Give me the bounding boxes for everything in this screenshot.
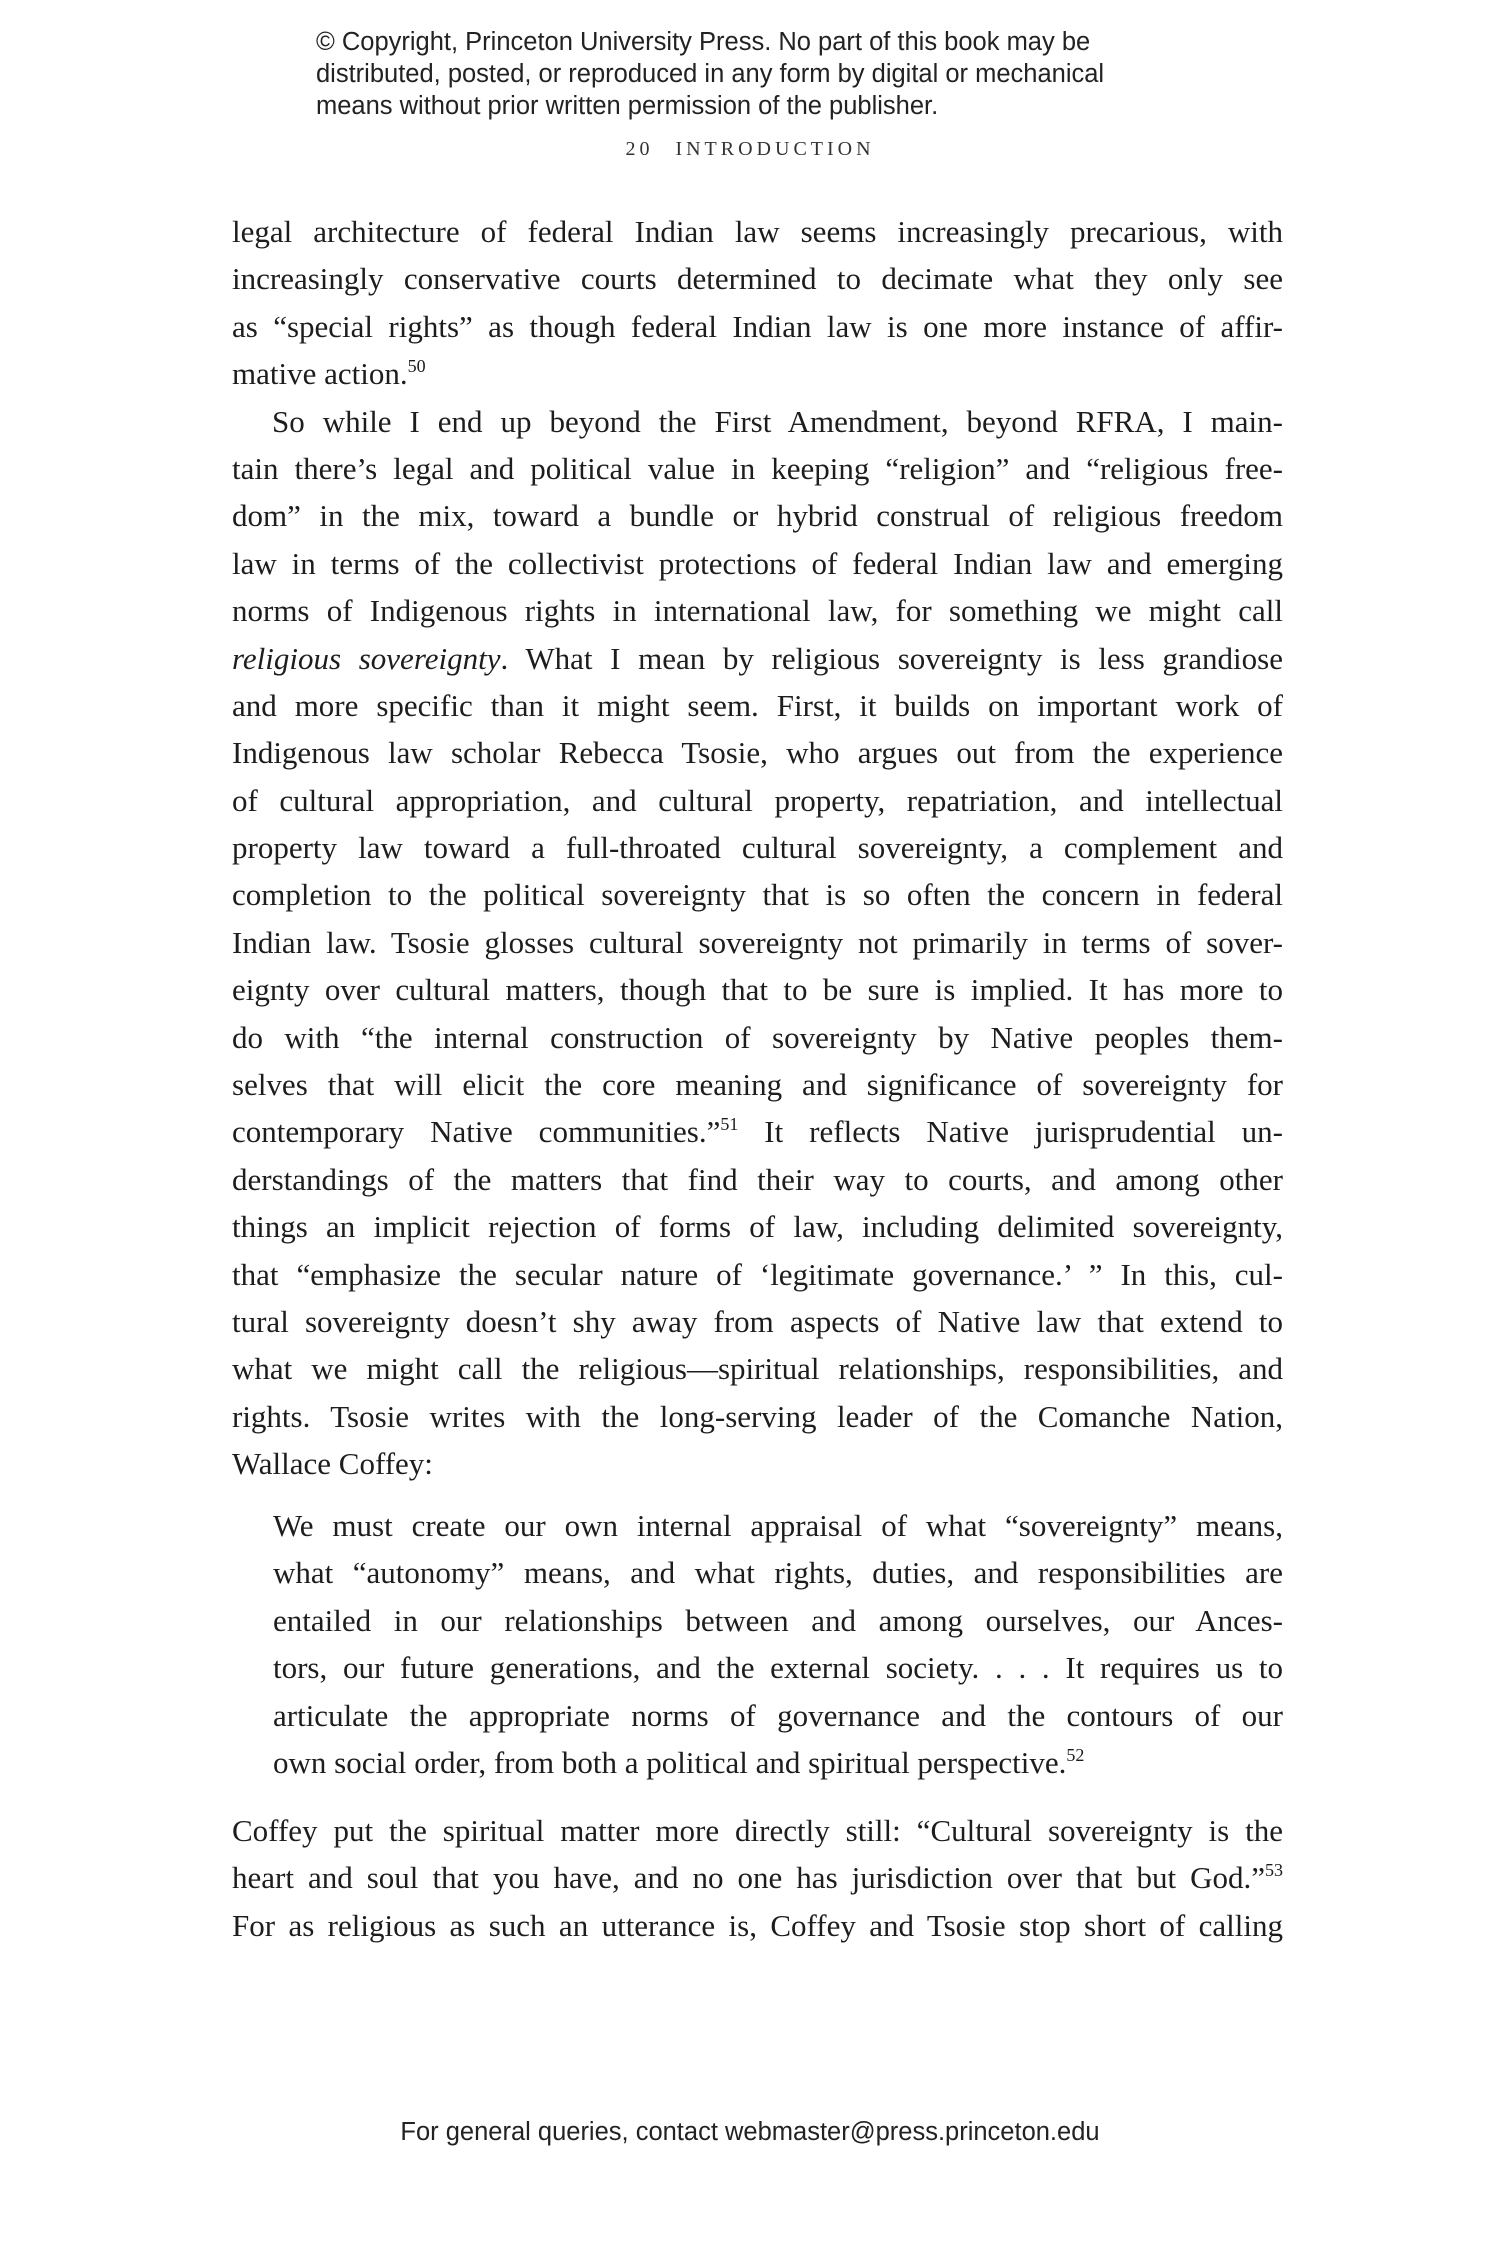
text-line: tain there’s legal and political value in keeping “religion” and “religious free- bbox=[232, 450, 1283, 486]
text-line: what we might call the religious—spiritual relationships, responsibilities, and bbox=[232, 1351, 1283, 1387]
quote-line: We must create our own internal appraisal of what “sovereignty” means, bbox=[273, 1508, 1283, 1543]
emphasis: religious sovereignty bbox=[232, 640, 501, 676]
footnote-ref: 52 bbox=[1066, 1744, 1085, 1765]
footnote-ref: 50 bbox=[407, 356, 426, 377]
text-line: selves that will elicit the core meaning and significance of sovereignty for bbox=[232, 1067, 1283, 1103]
quote-line: tors, our future generations, and the external society. . . . It requires us to bbox=[273, 1650, 1283, 1686]
block-quote bbox=[273, 1502, 1283, 1786]
copyright-line: means without prior written permission of the publisher. bbox=[316, 92, 939, 120]
quote-line: what “autonomy” means, and what rights, duties, and responsibilities are bbox=[273, 1555, 1283, 1591]
text-line: tural sovereignty doesn’t shy away from aspects of Native law that extend to bbox=[232, 1303, 1283, 1339]
text-line bbox=[232, 350, 1283, 397]
text-line: Indigenous law scholar Rebecca Tsosie, who argues out from the experience bbox=[232, 735, 1283, 771]
text-fragment: own social order, from both a political and spiritual perspective. bbox=[273, 1744, 1067, 1780]
quote-line: entailed in our relationships between and among ourselves, our Ances- bbox=[273, 1602, 1283, 1638]
footer-contact: For general queries, contact webmaster@press.princeton.edu bbox=[400, 2118, 1100, 2146]
text-fragment: heart and soul that you have, and no one has jurisdiction over that but God.” bbox=[232, 1860, 1265, 1896]
quote-line: articulate the appropriate norms of governance and the contours of our bbox=[273, 1697, 1283, 1733]
text-line: as “special rights” as though federal Indian law is one more instance of affir- bbox=[232, 308, 1283, 344]
text-line: legal architecture of federal Indian law seems increasingly precarious, with bbox=[232, 214, 1283, 249]
text-line: do with “the internal construction of sovereignty by Native peoples them- bbox=[232, 1019, 1283, 1055]
text-line: property law toward a full-throated cultural sovereignty, a complement and bbox=[232, 830, 1283, 866]
text-line: of cultural appropriation, and cultural property, repatriation, and intellectual bbox=[232, 782, 1283, 818]
text-line bbox=[232, 1854, 1283, 1901]
text-line: derstandings of the matters that find their way to courts, and among other bbox=[232, 1161, 1283, 1197]
body-text bbox=[232, 208, 1283, 1488]
text-line: Wallace Coffey: bbox=[232, 1446, 433, 1482]
text-line: increasingly conservative courts determined to decimate what they only see bbox=[232, 261, 1283, 297]
text-line: For as religious as such an utterance is, Coffey and Tsosie stop short of calling bbox=[232, 1907, 1283, 1943]
text-line: and more specific than it might seem. First, it builds on important work of bbox=[232, 687, 1283, 723]
body-text-continued bbox=[232, 1807, 1283, 1949]
copyright-line: © Copyright, Princeton University Press. No part of this book may be bbox=[316, 28, 1091, 56]
text-line: Coffey put the spiritual matter more directly still: “Cultural sovereignty is the bbox=[232, 1813, 1283, 1848]
text-line: rights. Tsosie writes with the long-serving leader of the Comanche Nation, bbox=[232, 1398, 1283, 1434]
quote-line bbox=[273, 1739, 1283, 1786]
text-line: eignty over cultural matters, though that to be sure is implied. It has more to bbox=[232, 972, 1283, 1008]
text-line: dom” in the mix, toward a bundle or hybrid construal of religious freedom bbox=[232, 498, 1283, 534]
text-line bbox=[232, 635, 1283, 682]
footnote-ref: 53 bbox=[1265, 1860, 1283, 1881]
text-line: Indian law. Tsosie glosses cultural sovereignty not primarily in terms of sover- bbox=[232, 924, 1283, 960]
text-fragment: . What I mean by religious sovereignty is less grandiose bbox=[500, 640, 1283, 676]
running-head bbox=[0, 138, 1500, 161]
copyright-notice bbox=[316, 26, 1216, 122]
text-fragment: contemporary Native communities.” bbox=[232, 1114, 721, 1150]
text-line: law in terms of the collectivist protections of federal Indian law and emerging bbox=[232, 545, 1283, 581]
text-fragment: mative action. bbox=[232, 356, 408, 392]
text-line: So while I end up beyond the First Amendment, beyond RFRA, I main- bbox=[272, 403, 1283, 439]
footnote-ref: 51 bbox=[720, 1114, 739, 1135]
text-fragment: It reflects Native jurisprudential un- bbox=[738, 1114, 1283, 1150]
text-line: things an implicit rejection of forms of law, including delimited sovereignty, bbox=[232, 1209, 1283, 1245]
page-number: 20 bbox=[625, 138, 654, 160]
text-line bbox=[232, 1108, 1283, 1155]
text-line: norms of Indigenous rights in international law, for something we might call bbox=[232, 593, 1283, 629]
text-line: completion to the political sovereignty that is so often the concern in federal bbox=[232, 877, 1283, 913]
text-line: that “emphasize the secular nature of ‘legitimate governance.’ ” In this, cul- bbox=[232, 1256, 1283, 1292]
copyright-line: distributed, posted, or reproduced in any form by digital or mechanical bbox=[316, 60, 1105, 88]
section-title: INTRODUCTION bbox=[675, 138, 875, 160]
